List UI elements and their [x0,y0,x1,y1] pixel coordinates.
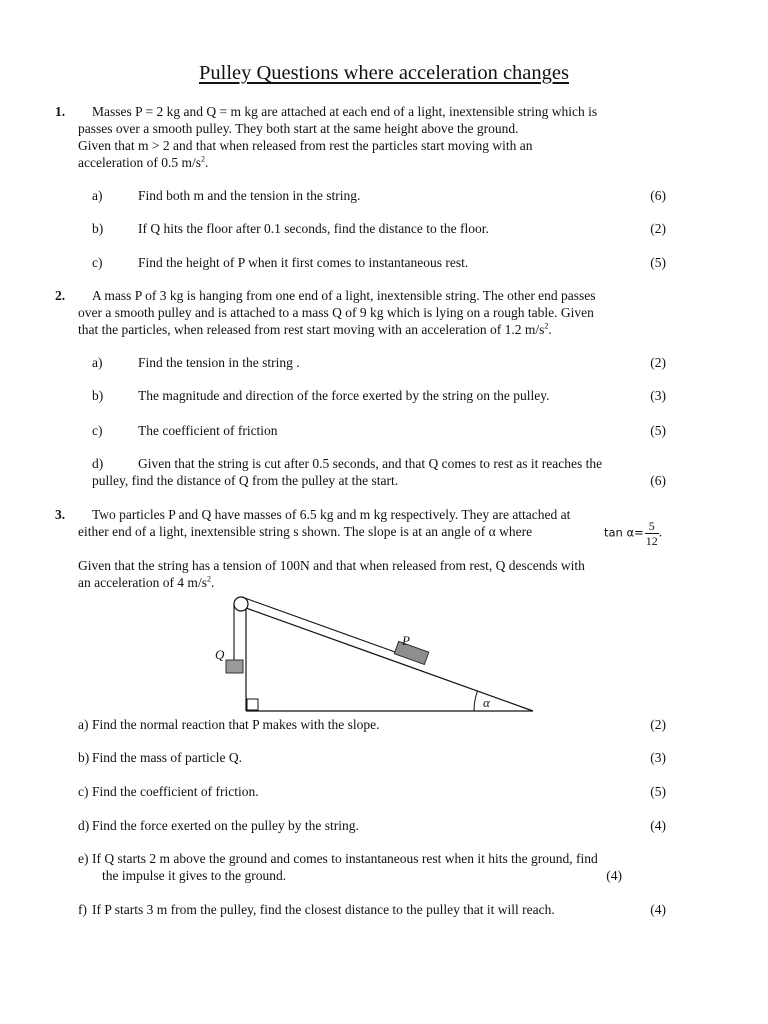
text-segment: . [210,575,215,590]
question-number: 2. [55,288,66,303]
part-marks: (3) [650,750,666,765]
part-text: The coefficient of friction [138,423,278,438]
text-segment: acceleration of 0.5 m/s [78,155,201,170]
question-text-line: A mass P of 3 kg is hanging from one end of a light, inextensible string. The other end passes [92,288,596,303]
part-text: Find the tension in the string . [138,355,300,370]
question-text-line: Masses P = 2 kg and Q = m kg are attached at each end of a light, inextensible string which is [92,104,598,119]
question-text-line: passes over a smooth pulley. They both start at the same height above the ground. [78,121,519,136]
label-p: P [402,633,410,648]
page-title: Pulley Questions where acceleration changes [198,62,569,84]
part-text: Find the height of P when it first comes to instantaneous rest. [138,255,469,270]
part-label: c) [92,255,103,270]
question-number: 1. [55,104,66,119]
angle-arc [474,691,478,711]
question-text-line [78,523,532,540]
part-label: d) [78,818,90,833]
part-label: c) [78,784,89,799]
superscript: 2 [544,321,549,331]
superscript: 2 [200,154,205,164]
particle-q [226,660,243,673]
part-label: a) [92,188,103,203]
tan-label: tan α= [604,525,644,540]
part-marks: (6) [650,473,666,488]
label-q: Q [215,647,225,662]
inclined-plane-diagram [200,590,545,715]
text-segment: . [548,322,552,337]
part-label: b) [78,750,90,765]
text-segment: either end of a light, inextensible string s shown. The slope is at an angle of α where [78,524,533,539]
part-text: If Q hits the floor after 0.1 seconds, find the distance to the floor. [138,221,489,236]
part-text: Given that the string is cut after 0.5 seconds, and that Q comes to rest as it reaches the [138,456,603,471]
pulley [234,597,248,611]
question-text-line: Given that the string has a tension of 100N and that when released from rest, Q descends with [78,558,585,573]
slope-line [246,608,533,711]
part-marks: (4) [650,818,666,833]
part-text: If P starts 3 m from the pulley, find the closest distance to the pulley that it will reach. [92,902,555,917]
part-marks: (6) [650,188,666,203]
fraction [645,519,659,548]
part-text: The magnitude and direction of the force exerted by the string on the pulley. [138,388,550,403]
part-marks: (5) [650,255,666,270]
superscript: 2 [206,574,211,584]
part-text: Find the force exerted on the pulley by the string. [92,818,359,833]
part-text: Find the normal reaction that P makes with the slope. [92,717,380,732]
label-alpha: α [483,695,490,710]
part-text: Find the mass of particle Q. [92,750,242,765]
part-label: d) [92,456,104,471]
text-segment: that the particles, when released from rest start moving with an acceleration of 1.2 m/s [78,322,545,337]
part-marks: (2) [650,221,666,236]
part-label: b) [92,221,104,236]
question-text-line [78,574,214,591]
part-label: a) [92,355,103,370]
string-on-slope [242,597,395,652]
part-marks: (4) [650,902,666,917]
part-text: Find the coefficient of friction. [92,784,259,799]
question-text-line: over a smooth pulley and is attached to a mass Q of 9 kg which is lying on a rough table. Given [78,305,594,320]
part-marks: (3) [650,388,666,403]
tan-expression [604,519,662,548]
particle-p [394,641,429,664]
question-text-line: Two particles P and Q have masses of 6.5 kg and m kg respectively. They are attached at [92,507,571,522]
part-text: the impulse it gives to the ground. [102,868,287,883]
part-label: b) [92,388,104,403]
part-text: If Q starts 2 m above the ground and comes to instantaneous rest when it hits the ground, find [92,851,598,866]
part-marks: (5) [650,784,666,799]
text-segment: an acceleration of 4 m/s [78,575,207,590]
right-angle-mark [247,699,258,710]
question-number: 3. [55,507,66,522]
question-text-line [78,321,552,338]
part-text: Find both m and the tension in the string. [138,188,361,203]
part-label: c) [92,423,103,438]
text-segment: . [204,155,209,170]
question-text-line: Given that m > 2 and that when released from rest the particles start moving with an [78,138,533,153]
part-label: a) [78,717,89,732]
question-text-line [78,154,208,171]
part-label: e) [78,851,89,866]
fraction-denominator: 12 [645,534,658,548]
part-marks: (2) [650,717,666,732]
text-segment: . [658,524,663,540]
fraction-numerator: 5 [645,519,659,534]
part-marks: (4) [606,868,622,883]
part-marks: (2) [650,355,666,370]
part-text: pulley, find the distance of Q from the pulley at the start. [92,473,399,488]
part-label: f) [78,902,87,917]
part-marks: (5) [650,423,666,438]
